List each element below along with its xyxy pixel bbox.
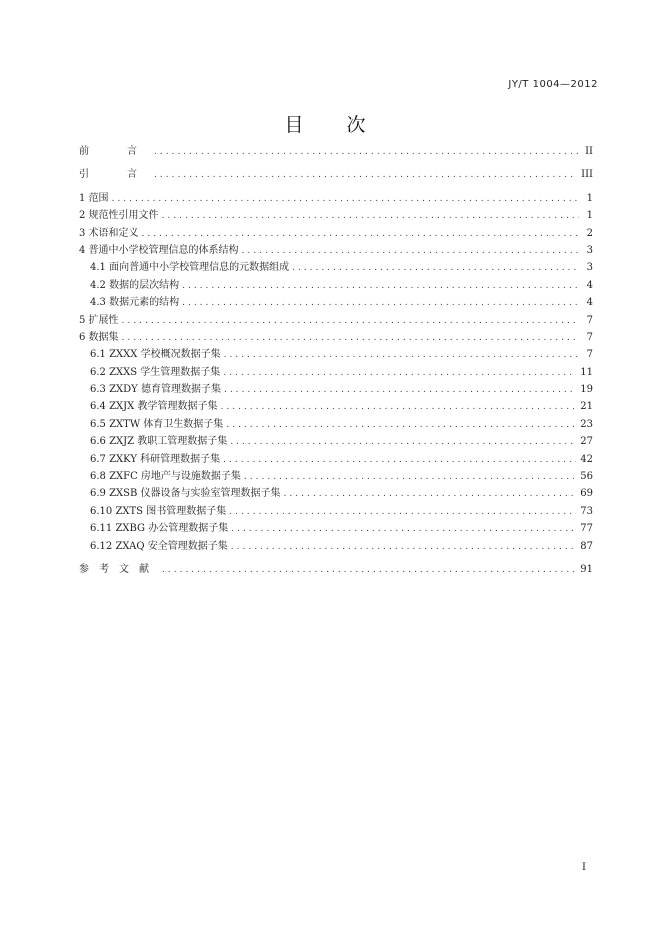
toc-leader-dots [231, 521, 576, 538]
toc-leader-dots [220, 399, 576, 416]
toc-entry-page: 7 [586, 331, 593, 343]
toc-entry-page: 27 [580, 436, 593, 448]
toc-leader-dots [226, 417, 576, 434]
toc-entry-page: 73 [580, 505, 593, 517]
toc-leader-dots [229, 504, 576, 521]
toc-entry-label: 6.11 ZXBG 办公管理数据子集 [90, 520, 231, 537]
toc-entry-label: 6.10 ZXTS 图书管理数据子集 [90, 503, 229, 520]
toc-entry[interactable] [79, 433, 593, 450]
toc-leader-dots [244, 469, 576, 486]
toc-entry[interactable] [79, 294, 593, 311]
toc-entry[interactable] [79, 166, 593, 183]
toc-entry-page: 69 [580, 488, 593, 500]
toc-entry-label: 4.2 数据的层次结构 [90, 277, 182, 294]
toc-leader-dots [231, 539, 577, 556]
toc-entry-page: 87 [580, 540, 593, 552]
toc-entry[interactable] [79, 451, 593, 468]
page-number: I [582, 862, 586, 873]
toc-leader-dots [230, 434, 576, 451]
toc-entry-label: 5 扩展性 [79, 312, 122, 329]
toc-entry-label: 6.5 ZXTW 体育卫生数据子集 [90, 416, 226, 433]
toc-entry-page: II [585, 146, 593, 157]
toc-entry-page: III [581, 169, 593, 181]
toc-leader-dots [142, 226, 579, 243]
toc-leader-dots [182, 278, 579, 295]
toc-entry-label: 1 范围 [79, 190, 112, 207]
toc-leader-dots [122, 313, 579, 330]
toc-entry-page: 3 [586, 262, 593, 274]
toc-entry[interactable] [79, 381, 593, 398]
toc-entry-label: 参考文献 [79, 561, 162, 578]
toc-entry[interactable] [79, 520, 593, 537]
toc-leader-dots [162, 562, 576, 579]
toc-entry-label: 6.8 ZXFC 房地产与设施数据子集 [90, 468, 244, 485]
toc-entry[interactable] [79, 259, 593, 276]
toc-entry[interactable] [79, 398, 593, 415]
toc-entry-page: 19 [580, 384, 593, 396]
toc-leader-dots [112, 191, 579, 208]
toc-entry-label: 6.4 ZXJX 教学管理数据子集 [90, 398, 220, 415]
page-title: 目 次 [284, 114, 378, 136]
toc-entry[interactable] [79, 329, 593, 346]
toc-leader-dots [162, 208, 579, 225]
toc-entry-page: 21 [580, 401, 593, 413]
toc-leader-dots [223, 365, 576, 382]
toc-entry-page: 4 [586, 297, 593, 309]
toc-entry-label: 4.1 面向普通中小学校管理信息的元数据组成 [90, 259, 292, 276]
toc-leader-dots [224, 347, 579, 364]
toc-entry[interactable] [79, 312, 593, 329]
toc-entry[interactable] [79, 364, 593, 381]
toc-entry-page: 42 [580, 453, 593, 465]
toc-entry-page: 1 [586, 192, 593, 204]
toc-entry[interactable] [79, 190, 593, 207]
toc-entry[interactable] [79, 207, 593, 224]
toc-leader-dots [154, 167, 577, 184]
toc-entry-label: 前 言 [79, 143, 154, 160]
toc-entry-label: 2 规范性引用文件 [79, 207, 162, 224]
toc-entry-label: 引 言 [79, 166, 154, 183]
toc-entry-label: 6.3 ZXDY 德育管理数据子集 [90, 381, 224, 398]
toc-leader-dots [122, 330, 579, 347]
toc-leader-dots [242, 243, 579, 260]
toc-entry-label: 6.9 ZXSB 仪器设备与实验室管理数据子集 [90, 485, 284, 502]
toc-entry[interactable] [79, 143, 593, 160]
toc-entry-label: 4.3 数据元素的结构 [90, 294, 182, 311]
toc-entry-label: 3 术语和定义 [79, 225, 142, 242]
toc-leader-dots [224, 382, 576, 399]
toc-entry[interactable] [79, 225, 593, 242]
standard-code: JY/T 1004—2012 [508, 79, 598, 90]
toc-entry-page: 11 [580, 366, 593, 378]
toc-entry-page: 91 [580, 563, 593, 575]
table-of-contents [79, 143, 593, 578]
toc-entry[interactable] [79, 277, 593, 294]
toc-entry-label: 4 普通中小学校管理信息的体系结构 [79, 242, 242, 259]
toc-entry[interactable] [79, 242, 593, 259]
toc-entry-page: 7 [586, 349, 593, 361]
toc-leader-dots [154, 144, 579, 161]
toc-entry[interactable] [79, 416, 593, 433]
toc-entry[interactable] [79, 485, 593, 502]
toc-entry-label: 6 数据集 [79, 329, 122, 346]
toc-entry-page: 23 [580, 418, 593, 430]
toc-entry-page: 56 [580, 471, 593, 483]
toc-entry-label: 6.1 ZXXX 学校概况数据子集 [90, 346, 224, 363]
toc-entry-label: 6.2 ZXXS 学生管理数据子集 [90, 364, 223, 381]
toc-entry-page: 4 [586, 279, 593, 291]
toc-entry-page: 77 [580, 523, 593, 535]
toc-leader-dots [292, 260, 579, 277]
toc-leader-dots [284, 486, 577, 503]
toc-entry-page: 1 [586, 210, 593, 222]
toc-entry-label: 6.12 ZXAQ 安全管理数据子集 [90, 538, 231, 555]
toc-entry[interactable] [79, 503, 593, 520]
toc-entry[interactable] [79, 346, 593, 363]
toc-leader-dots [182, 295, 579, 312]
toc-entry[interactable] [79, 468, 593, 485]
toc-entry-label: 6.7 ZXKY 科研管理数据子集 [90, 451, 223, 468]
toc-entry-page: 2 [586, 227, 593, 239]
toc-entry[interactable] [79, 538, 593, 555]
toc-leader-dots [223, 452, 576, 469]
toc-entry-label: 6.6 ZXJZ 教职工管理数据子集 [90, 433, 230, 450]
toc-entry-page: 7 [586, 314, 593, 326]
toc-entry-page: 3 [586, 244, 593, 256]
toc-entry[interactable] [79, 561, 593, 578]
